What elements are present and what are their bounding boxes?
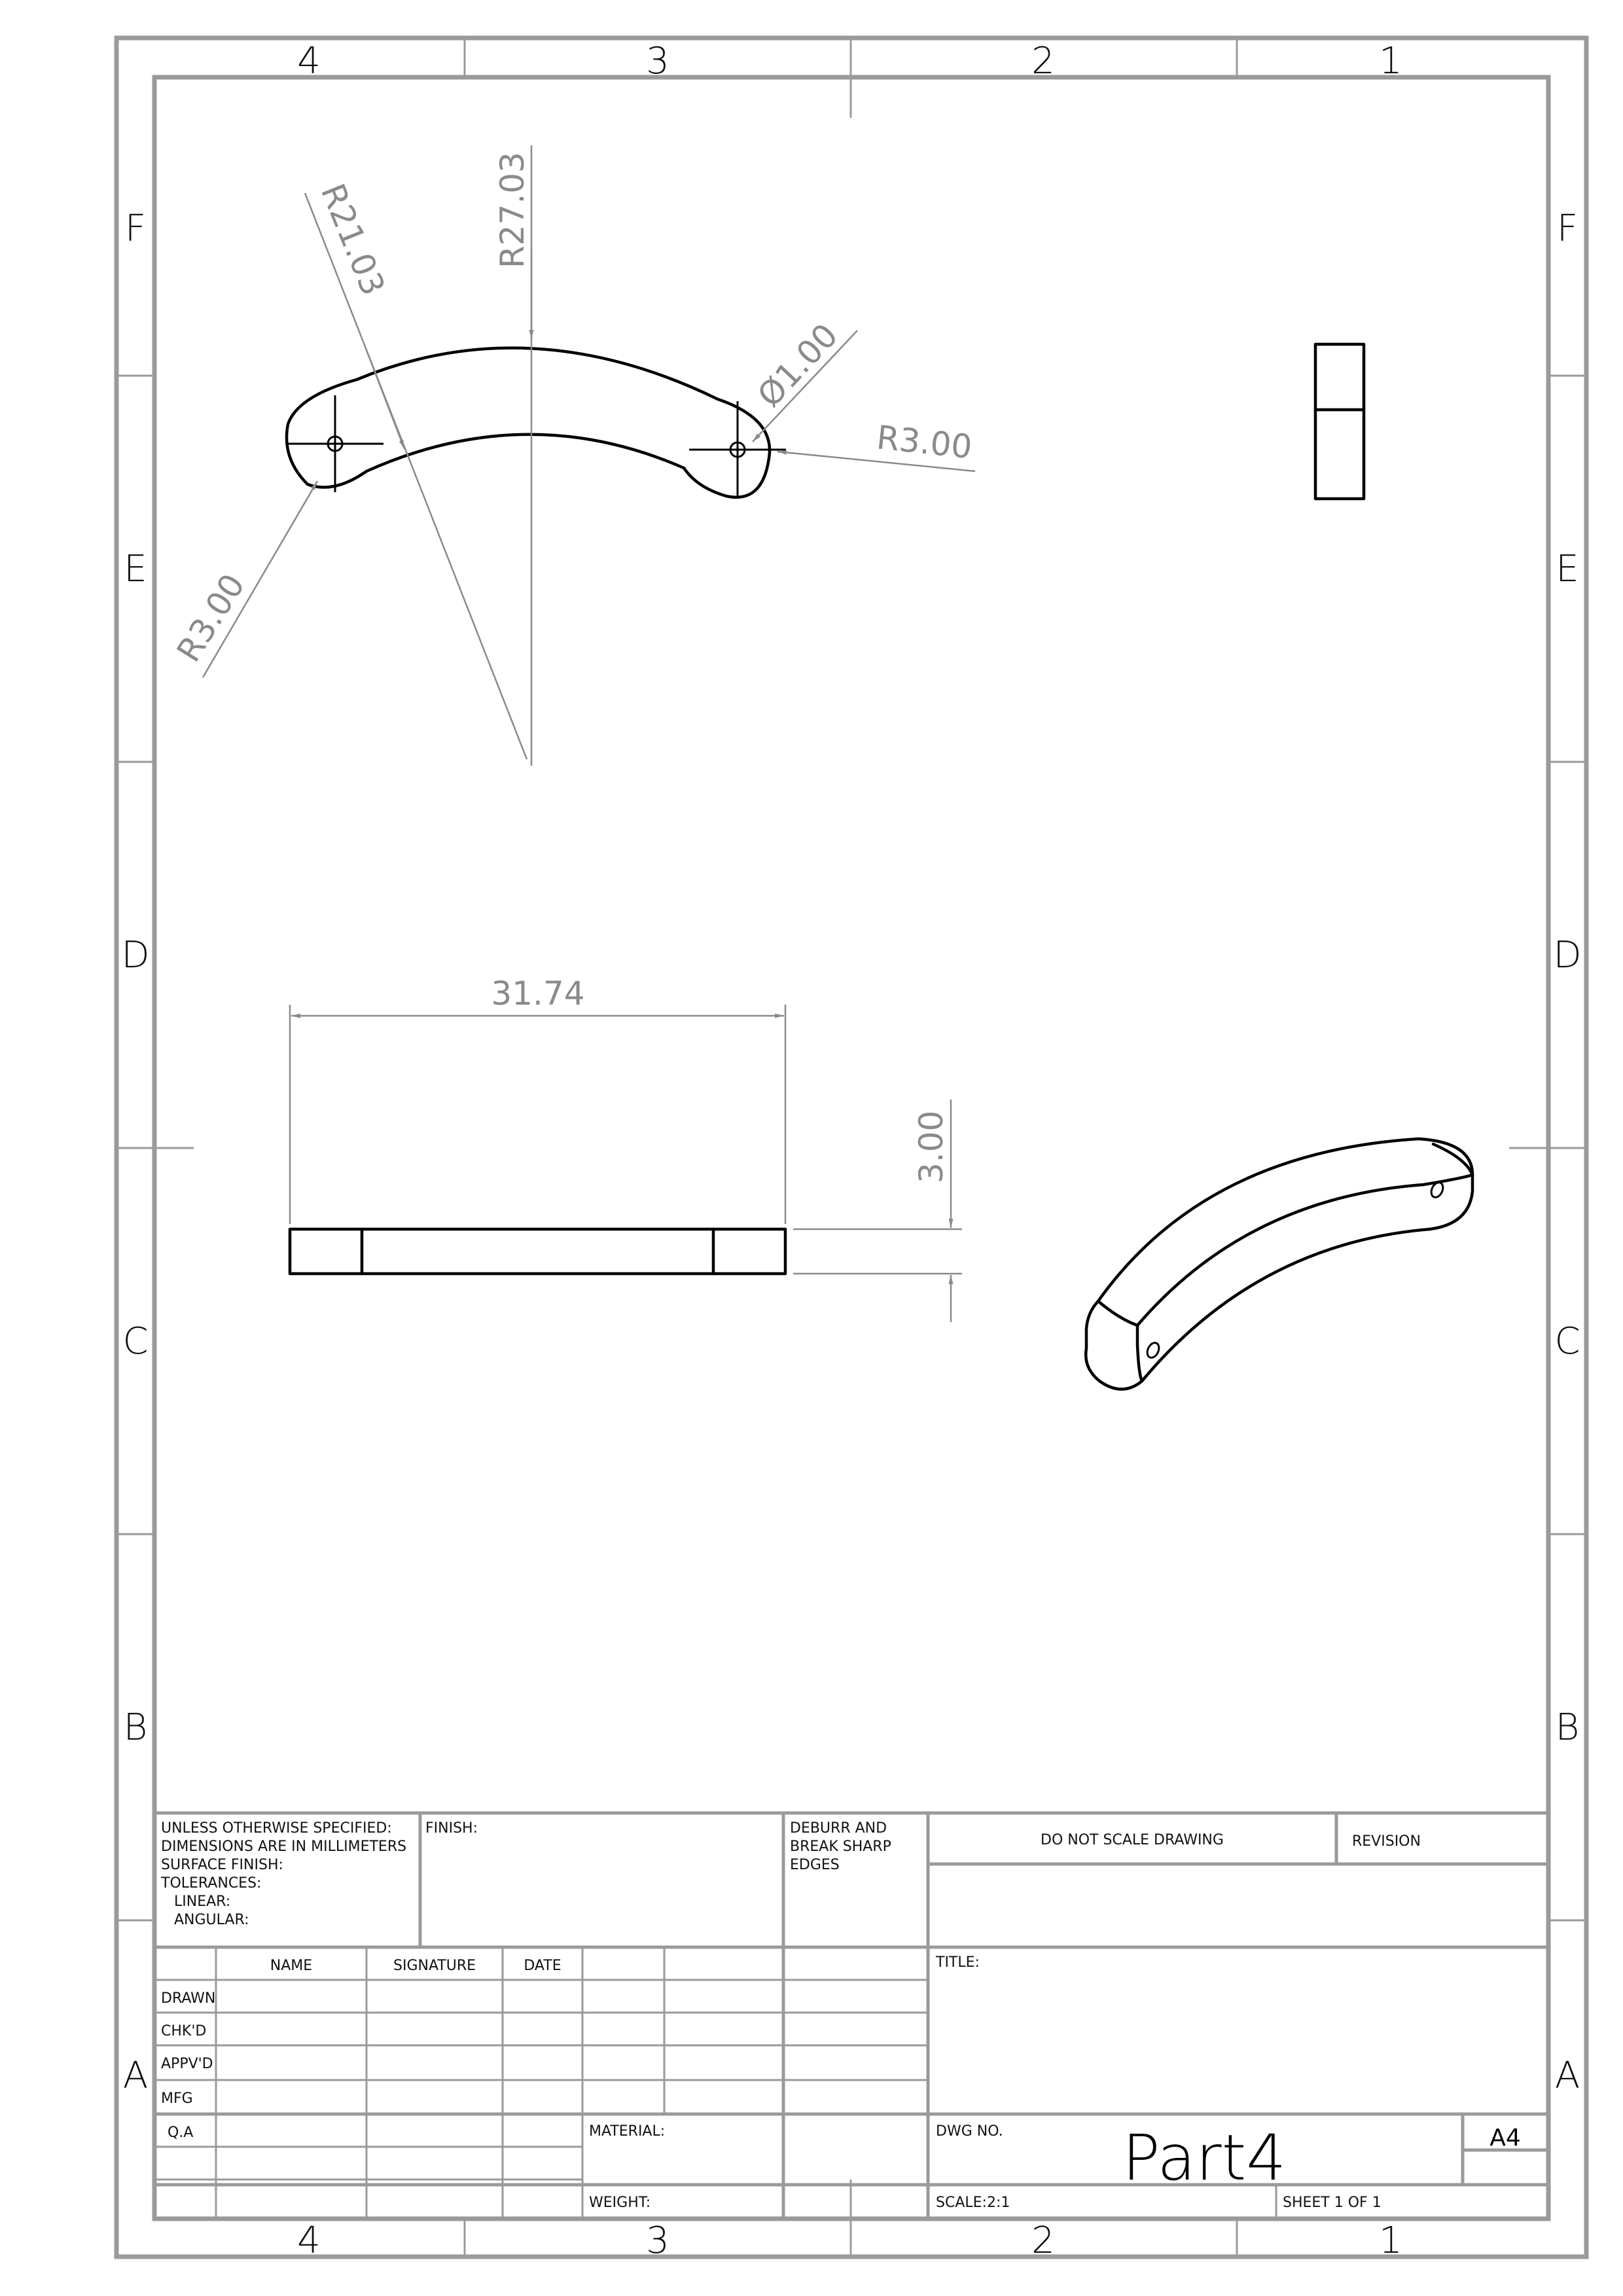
col-name: NAME (270, 1958, 313, 1974)
zone-col-4-bottom: 4 (297, 2219, 321, 2262)
zone-row-b-left: B (123, 1706, 148, 1749)
col-date: DATE (524, 1958, 562, 1974)
zone-col-3-top: 3 (646, 40, 669, 82)
note-line-1: UNLESS OTHERWISE SPECIFIED: (161, 1820, 392, 1837)
col-signature: SIGNATURE (393, 1958, 476, 1974)
outer-border (116, 38, 1586, 2257)
dim-diameter: Ø1.00 (750, 316, 846, 415)
role-drawn: DRAWN (161, 1990, 216, 2007)
dim-length: 31.74 (491, 975, 585, 1013)
dim-r21: R21.03 (313, 178, 393, 301)
note-line-5: LINEAR: (174, 1893, 231, 1910)
zone-row-f-right: F (1556, 207, 1578, 250)
zone-col-2-bottom: 2 (1031, 2219, 1055, 2262)
front-view (290, 975, 962, 1322)
scale-label: SCALE:2:1 (936, 2195, 1010, 2211)
zone-row-c-left: C (122, 1320, 149, 1363)
zone-col-4-top: 4 (297, 40, 321, 82)
dimension-lines (203, 145, 975, 766)
deburr-line-3: EDGES (790, 1857, 840, 1873)
revision-label: REVISION (1352, 1833, 1421, 1850)
zone-row-b-right: B (1555, 1706, 1580, 1749)
zone-col-1-bottom: 1 (1379, 2219, 1402, 2262)
title-block-lines (154, 1813, 1548, 2219)
right-hole-center (689, 401, 786, 498)
role-checked: CHK'D (161, 2023, 207, 2039)
note-line-6: ANGULAR: (174, 1912, 249, 1928)
zone-col-1-top: 1 (1379, 40, 1402, 82)
deburr-line-1: DEBURR AND (790, 1820, 887, 1837)
zone-row-e-right: E (1556, 548, 1579, 590)
sheet-size: A4 (1489, 2125, 1521, 2151)
right-side-view (1315, 344, 1364, 499)
zone-row-d-right: D (1553, 934, 1582, 977)
dim-r27: R27.03 (493, 152, 531, 268)
zone-col-3-bottom: 3 (646, 2219, 669, 2262)
role-qa: Q.A (168, 2125, 194, 2141)
dim-thickness: 3.00 (912, 1110, 950, 1183)
zone-ticks (116, 38, 1586, 2257)
role-mfg: MFG (161, 2090, 193, 2107)
zone-row-f-left: F (124, 207, 147, 250)
arc-part-outline (287, 348, 770, 497)
dwg-no-label: DWG NO. (936, 2123, 1003, 2140)
zone-row-a-left: A (122, 2054, 149, 2097)
zone-col-2-top: 2 (1031, 40, 1055, 82)
part-name: Part4 (1122, 2121, 1287, 2195)
zone-row-d-left: D (121, 934, 150, 977)
dim-r3-right: R3.00 (874, 418, 974, 467)
note-line-4: TOLERANCES: (161, 1875, 262, 1892)
dim-r3-left: R3.00 (169, 567, 253, 669)
isometric-view (1086, 1139, 1472, 1390)
weight-label: WEIGHT: (589, 2195, 651, 2211)
do-not-scale: DO NOT SCALE DRAWING (1041, 1832, 1224, 1848)
top-view (169, 145, 975, 766)
finish-label: FINISH: (425, 1820, 478, 1837)
zone-row-c-right: C (1554, 1320, 1580, 1363)
role-approved: APPV'D (161, 2056, 213, 2072)
note-line-3: SURFACE FINISH: (161, 1857, 283, 1873)
material-label: MATERIAL: (589, 2123, 666, 2140)
note-line-2: DIMENSIONS ARE IN MILLIMETERS (161, 1839, 407, 1855)
zone-row-a-right: A (1554, 2054, 1580, 2097)
zone-row-e-left: E (124, 548, 147, 590)
title-label: TITLE: (936, 1954, 980, 1971)
deburr-line-2: BREAK SHARP (790, 1839, 891, 1855)
front-view-body (290, 1229, 785, 1274)
sheet-number: SHEET 1 OF 1 (1283, 2195, 1382, 2211)
